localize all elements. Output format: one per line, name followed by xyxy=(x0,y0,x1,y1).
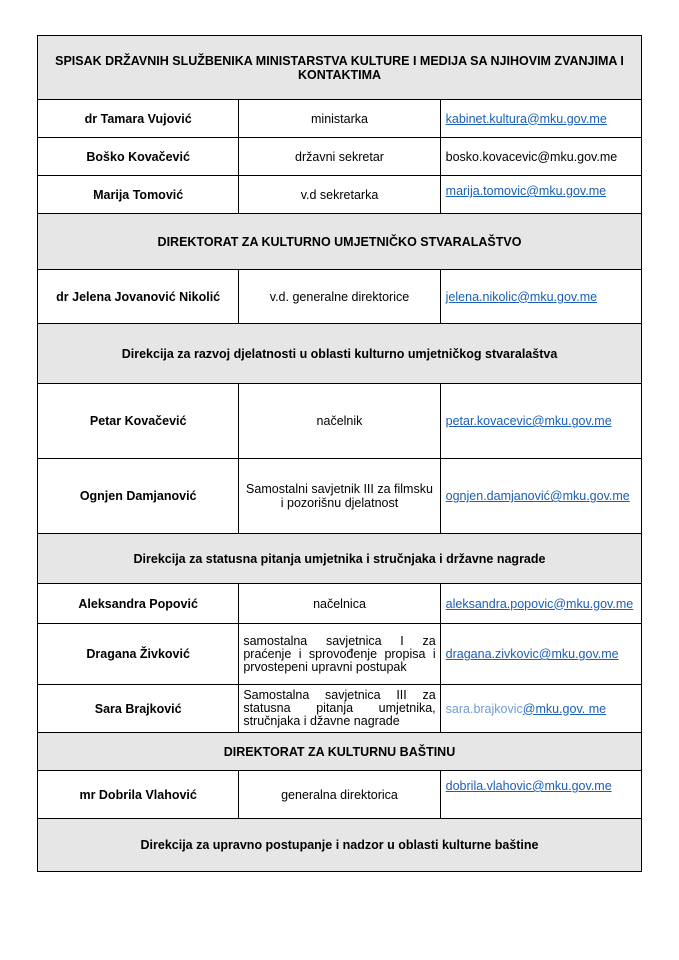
table-row xyxy=(38,685,642,733)
table-row xyxy=(38,384,642,459)
employee-name: mr Dobrila Vlahović xyxy=(38,771,239,819)
employee-title: Samostalna savjetnica III za statusna pitanja umjetnika, stručnjaka i džavne nagrade xyxy=(239,685,440,733)
table-row xyxy=(38,624,642,685)
directorate-subheading: Direkcija za razvoj djelatnosti u oblasti kulturno umjetničkog stvaralaštva xyxy=(38,324,642,384)
employee-title: načelnik xyxy=(239,384,440,459)
employee-title: načelnica xyxy=(239,584,440,624)
table-row xyxy=(38,270,642,324)
directorate-heading: DIREKTORAT ZA KULTURNU BAŠTINU xyxy=(38,733,642,771)
employee-email-text: bosko.kovacevic@mku.gov.me xyxy=(445,149,618,164)
staff-table xyxy=(37,35,642,872)
employee-title: v.d. generalne direktorice xyxy=(239,270,440,324)
directorate-subheading: Direkcija za upravno postupanje i nadzor u oblasti kulturne baštine xyxy=(38,819,642,872)
employee-email-link[interactable]: dobrila.vlahovic@mku.gov.me xyxy=(445,779,612,793)
employee-title: državni sekretar xyxy=(239,138,440,176)
employee-name: Petar Kovačević xyxy=(38,384,239,459)
employee-title: v.d sekretarka xyxy=(239,176,440,214)
employee-name: dr Jelena Jovanović Nikolić xyxy=(38,270,239,324)
table-row xyxy=(38,584,642,624)
directorate-subheading: Direkcija za statusna pitanja umjetnika i stručnjaka i državne nagrade xyxy=(38,534,642,584)
directorate-heading: DIREKTORAT ZA KULTURNO UMJETNIČKO STVARALAŠTVO xyxy=(38,214,642,270)
employee-email-link[interactable]: @mku.gov. me xyxy=(522,701,607,716)
table-row xyxy=(38,176,642,214)
document-title: SPISAK DRŽAVNIH SLUŽBENIKA MINISTARSTVA KULTURE I MEDIJA SA NJIHOVIM ZVANJIMA I KONTAKTIMA xyxy=(38,36,642,100)
employee-title: samostalna savjetnica I za praćenje i sprovođenje propisa i prvostepeni upravni postupak xyxy=(239,624,440,685)
employee-email-link[interactable]: petar.kovacevic@mku.gov.me xyxy=(445,414,612,428)
employee-title: Samostalni savjetnik III za filmsku i pozorišnu djelatnost xyxy=(239,459,440,534)
table-row xyxy=(38,459,642,534)
employee-email-prefix: sara.brajkovic xyxy=(445,701,523,716)
employee-email-link[interactable]: ognjen.damjanović@mku.gov.me xyxy=(445,489,630,503)
employee-title: generalna direktorica xyxy=(239,771,440,819)
employee-email-link[interactable]: dragana.zivkovic@mku.gov.me xyxy=(445,647,619,661)
employee-email-link[interactable]: kabinet.kultura@mku.gov.me xyxy=(445,111,607,126)
employee-name: Marija Tomović xyxy=(38,176,239,214)
employee-email-link[interactable]: aleksandra.popovic@mku.gov.me xyxy=(445,596,634,611)
employee-name: Dragana Živković xyxy=(38,624,239,685)
employee-name: dr Tamara Vujović xyxy=(38,100,239,138)
employee-title: ministarka xyxy=(239,100,440,138)
table-row xyxy=(38,771,642,819)
table-row xyxy=(38,138,642,176)
employee-name: Sara Brajković xyxy=(38,685,239,733)
employee-email-link[interactable]: marija.tomovic@mku.gov.me xyxy=(445,184,607,198)
table-row xyxy=(38,100,642,138)
employee-name: Boško Kovačević xyxy=(38,138,239,176)
employee-name: Ognjen Damjanović xyxy=(38,459,239,534)
employee-name: Aleksandra Popović xyxy=(38,584,239,624)
employee-email-link[interactable]: jelena.nikolic@mku.gov.me xyxy=(445,289,598,304)
